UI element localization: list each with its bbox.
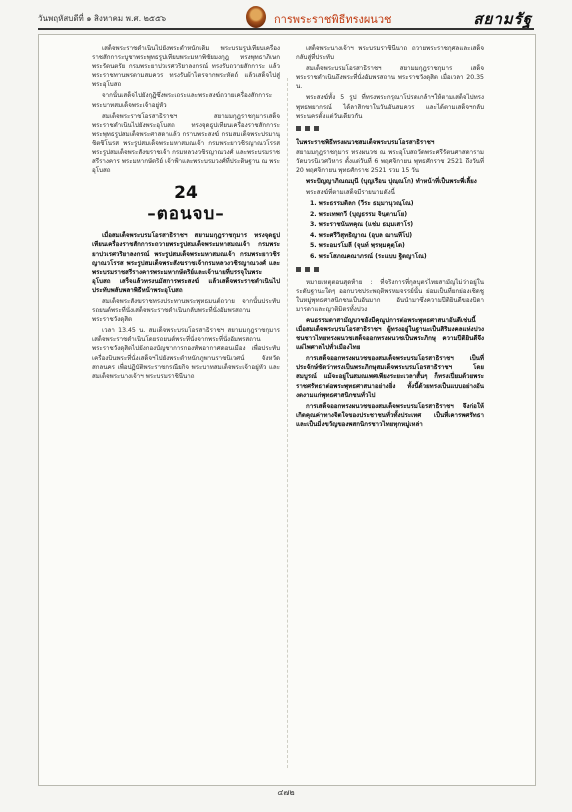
section-subhead: ในพระราชพิธีทรงผนวชสมเด็จพระบรมโอรสาธิราชฯ bbox=[296, 138, 435, 146]
paragraph: คนธรรมดาสามัญบวชยังมีคุณูปการต่อพระพุทธศาสนาอันดีเช่นนี้ เมื่อสมเด็จพระบรมโอรสาธิราชฯ ผู้ทรงอยู่ในฐานะเป็นสิริมงคลแห่งปวงชนชาวไทยทรงผนวชเสด็จออกทรงผนวชเป็นพระภิกษุ ความปีติยินดีจึงแผ่ไพศาลไปทั่วเมืองไทย bbox=[296, 316, 484, 352]
episode-heading bbox=[92, 183, 280, 225]
paragraph: พระสงฆ์ทั้ง 5 รูป ที่ทรงพระกรุณาโปรดเกล้าฯให้ตามเสด็จไปทรงพุทธพยากรณ์ ได้ลาสิกขาในวันอันสมควร และได้ตามเสด็จฯกลับพระนครตั้งแต่วันเดียวกัน bbox=[296, 94, 484, 120]
episode-number: 24 bbox=[174, 183, 198, 204]
paragraph: พระปัญญาภิณณมุนี (บุญเรือน ปุณฺณโก) ทำหน้าที่เป็นพระพี่เลี้ยง bbox=[306, 178, 477, 186]
list-item: 6. พระโสภณคณาภรณ์ (ระแบบ ฐิตญาโณ) bbox=[310, 252, 427, 260]
paragraph: สยามมกุฎราชกุมาร ทรงผนวช ณ พระอุโบสถวัดพระศรีรัตนศาสดาราม วัดบวรนิเวศวิหาร ตั้งแต่วันที่ 6 พฤศจิกายน พุทธศักราช 2521 ถึงวันที่ 20 พฤศจิกายน พุทธศักราช 2521 รวม 15 วัน bbox=[296, 148, 484, 175]
paragraph: พระสงฆ์ที่ตามเสด็จมีรายนามดังนี้ bbox=[306, 189, 395, 197]
paragraph: หมายเหตุตอนสุดท้าย : ที่จริงการที่กุลบุตรไทยสามัญไม่ว่าอยู่ในระดับฐานะใดๆ ออกบวชประพฤติพรหมจรรย์นั้น ย่อมเป็นที่ยกย่องเชิดชูในหมู่พุทธศาสนิกชนเป็นอันมาก อันนำมาซึ่งความปีติยินดีของบิดามารดาและญาติมิตรทั้งปวง bbox=[296, 278, 484, 313]
square-bullet-icon bbox=[296, 126, 301, 131]
episode-end-title: –ตอนจบ– bbox=[147, 204, 225, 225]
header-rule bbox=[38, 28, 534, 30]
paragraph: สมเด็จพระสังฆราชทรงประทานพระพุทธมนต์ถวาย จากนั้นประทับรถยนต์พระที่นั่งเสด็จพระราชดำเนินกลับพระที่นั่งอัมพรสถาน พระราชวังดุสิต bbox=[92, 297, 280, 324]
list-item: 4. พระศรีวิสุทธิญาณ (อุบล ฌานทีโป) bbox=[310, 231, 413, 239]
square-bullet-icon bbox=[305, 267, 310, 272]
paragraph: จากนั้นเสด็จไปยังกุฏิซึ่งพระเถระและพระสงฆ์ถวายเครื่องสักการะ พระบาทสมเด็จพระเจ้าอยู่หัว bbox=[92, 92, 273, 109]
section-marker bbox=[296, 266, 484, 275]
paragraph: สมเด็จพระบรมโอรสาธิราชฯ สยามมกุฎราชกุมาร เสด็จพระราชดำเนินถึงพระที่นั่งอัมพรสถาน พระราชวังดุสิต เมื่อเวลา 20.35 น. bbox=[296, 65, 484, 91]
section-marker bbox=[296, 125, 484, 134]
square-bullet-icon bbox=[305, 126, 310, 131]
paragraph: สมเด็จพระราชโอรสาธิราชฯ สยามมกุฎราชกุมารเสด็จพระราชดำเนินไปยังพระอุโบสถ ทรงจุดธูปเทียนเครื่องราชสักการะพระพุทธรูปสมเด็จพระศาสดาแล้ว กราบพระสงฆ์ กรมสมเด็จพระปรมานุชิตชิโนรส พระรูปสมเด็จพระมหาสมณเจ้า กรมพระยาวชิรญาณวโรรส พระรูปสมเด็จพระสังฆราชเจ้า กรมหลวงวชิรญาณวงศ์ และพระบรมราชสรีรางคาร พระมหากษัตริย์ เจ้าฟ้าและพระบรมวงศ์ที่ประดิษฐาน ณ พระอุโบสถ bbox=[92, 112, 280, 175]
right-column bbox=[296, 44, 484, 774]
list-item: 1. พระธรรมดิลก (วีระ ธมฺมานุวณฺโณ) bbox=[310, 200, 414, 208]
header-section-title: การพระราชพิธีทรงผนวช bbox=[274, 13, 392, 26]
page-header bbox=[38, 6, 534, 30]
paragraph: เสด็จพระราชดำเนินไปยังพระตำหนักเดิม พระบรมรูปเทียบเครื่องราชสักการะบูชาพระพุทธรูปเทียบพระมหาพิชัยมงกุฎ ทรงพุทธาภิเษกพระรัตนตรัย กรมพระยาปวเรศวริยาลงกรณ์ ทรงรับถวายสักการะ แล้วพระราชทานพรตามสมควร ทรงรับผ้าไตรจากพระหัตถ์ แล้วเสด็จไปสู่พระอุโบสถ bbox=[92, 45, 280, 89]
paragraph: เวลา 13.45 น. สมเด็จพระบรมโอรสาธิราชฯ สยามมกุฎราชกุมาร เสด็จพระราชดำเนินโดยรถยนต์พระที่นั่งจากพระที่นั่งอัมพรสถาน พระราชวังดุสิตไปยังกองบัญชาการกองทัพอากาศดอนเมือง เพื่อประทับเครื่องบินพระที่นั่งเสด็จฯไปยังพระตำหนักภูพานราชนิเวศน์ จังหวัดสกลนคร เพื่อปฏิบัติพระราชกรณียกิจ พระบาทสมเด็จพระเจ้าอยู่หัว และสมเด็จพระนางเจ้าฯ พระบรมราชินีนาถ bbox=[92, 327, 280, 380]
column-divider bbox=[287, 78, 288, 768]
square-bullet-icon bbox=[314, 126, 319, 131]
paragraph: การเสด็จออกทรงผนวชของสมเด็จพระบรมโอรสาธิราชฯ เป็นที่ประจักษ์ชัดว่าทรงเป็นพระภิกษุสมเด็จพระบรมโอรสาธิราชฯ โดยสมบูรณ์ แม้จะอยู่ในสมณเพศเพียงระยะเวลาสั้นๆ ก็ทรงเปี่ยมด้วยพระราชศรัทธาต่อพระพุทธศาสนาอย่างยิ่ง ทั้งนี้ด้วยทรงเป็นแบบอย่างอันงดงามแก่พุทธศาสนิกชนทั่วไป bbox=[296, 355, 484, 399]
paragraph: เสด็จพระนางเจ้าฯ พระบรมราชินีนาถ ถวายพระราชกุศลและเสด็จกลับสู่ที่ประทับ bbox=[296, 45, 484, 62]
square-bullet-icon bbox=[314, 267, 319, 272]
page-number: ๔๗๒ bbox=[277, 788, 295, 797]
paragraph: การเสด็จออกทรงผนวชของสมเด็จพระบรมโอรสาธิราชฯ จึงก่อให้เกิดคุณค่าทางจิตใจของประชาชนทั่วทั้งประเทศ เป็นที่เคารพศรัทธาและเป็นมิ่งขวัญของพสกนิกรชาวไทยทุกหมู่เหล่า bbox=[296, 402, 484, 428]
newspaper-brand-logo: สยามรัฐ bbox=[473, 10, 532, 28]
list-item: 2. พระเทพกวี (บุญธรรม จินฺตามโย) bbox=[310, 210, 408, 218]
paragraph: เมื่อสมเด็จพระบรมโอรสาธิราชฯ สยามมกุฎราชกุมาร ทรงจุดธูปเทียนเครื่องราชสักการะถวายพระรูปสมเด็จพระมหาสมณเจ้า กรมพระยาปวเรศวริยาลงกรณ์ พระรูปสมเด็จพระมหาสมณเจ้า กรมพระยาวชิรญาณวโรรส พระรูปสมเด็จพระสังฆราชเจ้ากรมหลวงวชิรญาณวงศ์ และพระบรมราชสรีรางคารพระมหากษัตริย์และเจ้านายที่บรรจุในพระอุโบสถ เสร็จแล้วทรงนมัสการพระสงฆ์ แล้วเสด็จพระราชดำเนินไปประทับพลับพลาพิธีหน้าพระอุโบสถ bbox=[92, 232, 280, 294]
list-item: 3. พระราชนันทคุณ (แช่ม ธมฺมเสาโร) bbox=[310, 221, 414, 229]
square-bullet-icon bbox=[296, 267, 301, 272]
list-item: 5. พระอมรโมลี (จุนท์ พฺรหฺมคุตฺโต) bbox=[310, 242, 405, 250]
left-column bbox=[92, 44, 280, 774]
header-date: วันพฤหัสบดีที่ ๑ สิงหาคม พ.ศ. ๒๕๕๖ bbox=[38, 14, 167, 23]
monk-portrait-emblem bbox=[246, 6, 266, 28]
monk-list bbox=[310, 199, 484, 262]
